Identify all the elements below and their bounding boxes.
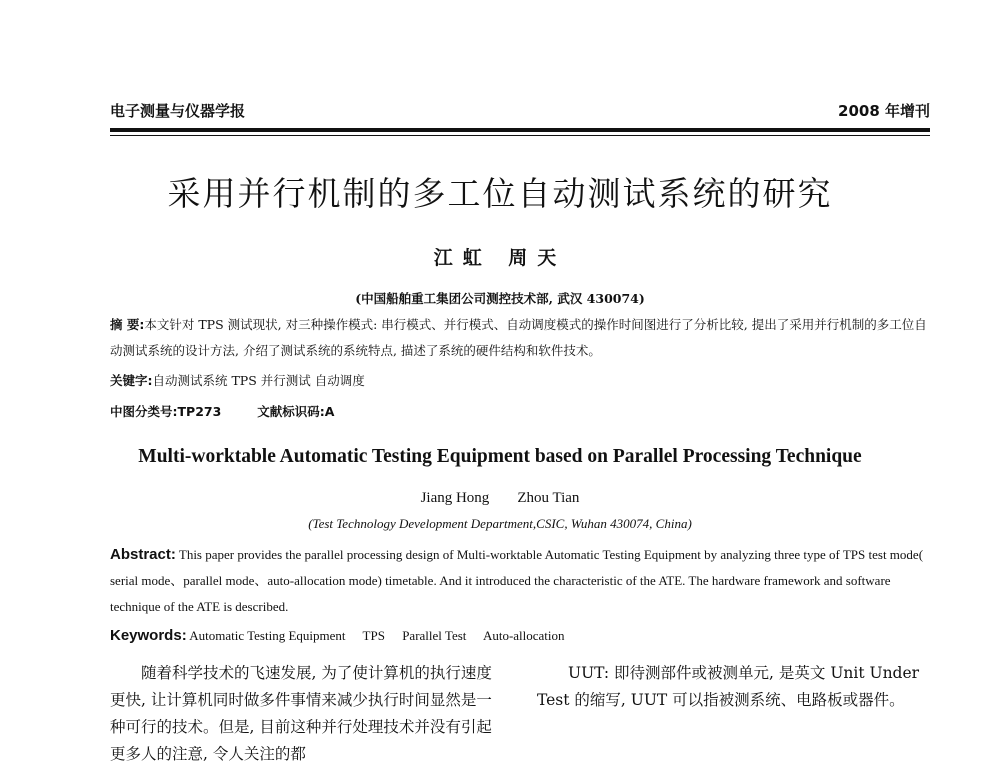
issue-label: 2008 年增刊 [838, 102, 930, 120]
authors-en [0, 490, 1000, 507]
journal-name: 电子测量与仪器学报 [110, 102, 246, 120]
authors-cn: 江虹 周天 [433, 247, 567, 269]
header-rule-thick [110, 128, 930, 132]
body-column-right [537, 660, 932, 714]
abstract-cn-label: 摘 要: [110, 317, 145, 332]
body-column-left [110, 660, 505, 768]
author-2-en: Zhou Tian [517, 490, 580, 506]
keyword-en-2: TPS [362, 628, 385, 643]
body-right-paragraph: UUT: 即待测部件或被测单元, 是英文 Unit Under Test 的缩写, UUT 可以指被测系统、电路板或器件。 [537, 664, 920, 709]
abstract-en-label: Abstract: [110, 546, 176, 563]
header-rule-thin [110, 135, 930, 136]
paper-title-en: Multi-worktable Automatic Testing Equipment based on Parallel Processing Technique [138, 446, 862, 467]
abstract-cn [110, 312, 930, 364]
classification-line [110, 402, 334, 420]
keywords-en [110, 627, 579, 644]
clc-value: TP273 [177, 404, 222, 419]
affiliation-en: (Test Technology Development Department,CSIC, Wuhan 430074, China) [308, 516, 692, 531]
abstract-cn-text: 本文针对 TPS 测试现状, 对三种操作模式: 串行模式、并行模式、自动调度模式的操作时间图进行了分析比较, 提出了采用并行机制的多工位自动测试系统的设计方法, 介绍了测试系统的系统特点, 描述了系统的硬件结构和软件技术。 [110, 317, 927, 358]
keyword-en-4: Auto-allocation [482, 628, 565, 643]
affiliation-cn: (中国船舶重工集团公司测控技术部, 武汉 430074) [355, 291, 645, 306]
doc-code-value: A [324, 404, 335, 419]
keywords-cn-label: 关键字: [110, 373, 153, 388]
author-1-en: Jiang Hong [420, 490, 490, 506]
doc-code-label: 文献标识码: [257, 404, 325, 419]
keywords-en-label: Keywords: [110, 627, 187, 644]
abstract-en-text: This paper provides the parallel processing design of Multi-worktable Automatic Testing Equipment by analyzing three type of TPS test mode( serial mode、parallel mode、auto-allocation mode) timetable. And it introduced the characteristic of the ATE. The hardware framework and software technique of the ATE is described. [110, 547, 924, 614]
keyword-en-1: Automatic Testing Equipment [189, 628, 346, 643]
keyword-en-3: Parallel Test [402, 628, 467, 643]
keywords-cn [110, 368, 930, 394]
paper-title-cn: 采用并行机制的多工位自动测试系统的研究 [167, 174, 833, 213]
body-left-paragraph: 随着科学技术的飞速发展, 为了使计算机的执行速度更快, 让计算机同时做多件事情来减少执行时间显然是一种可行的技术。但是, 目前这种并行处理技术并没有引起更多人的注意, 令人关注的都 [110, 664, 492, 763]
clc-label: 中图分类号: [110, 404, 178, 419]
abstract-en [110, 542, 930, 620]
keywords-cn-text: 自动测试系统 TPS 并行测试 自动调度 [152, 373, 365, 388]
